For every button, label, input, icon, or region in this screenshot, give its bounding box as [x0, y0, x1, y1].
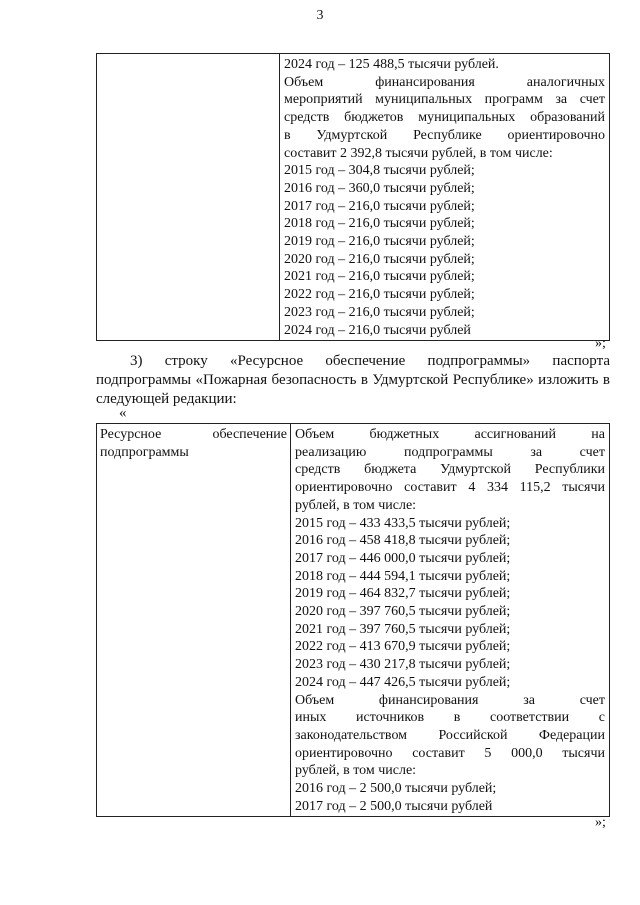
other-sources-line: Объем финансирования за счет — [295, 692, 605, 708]
table1-para-line: мероприятий муниципальных программ за счет — [284, 92, 605, 108]
year-row: 2016 год – 360,0 тысячи рублей; — [284, 180, 475, 196]
year-row: 2024 год – 447 426,5 тысячи рублей; — [295, 674, 511, 690]
year-row: 2015 год – 433 433,5 тысячи рублей; — [295, 515, 511, 531]
other-sources-line: иных источников в соответствии с — [295, 710, 605, 726]
year-row: 2017 год – 216,0 тысячи рублей; — [284, 198, 475, 214]
year-row: 2021 год – 397 760,5 тысячи рублей; — [295, 621, 511, 637]
table2-right-cell — [291, 424, 610, 817]
page-number: 3 — [316, 8, 324, 23]
paragraph-line: подпрограммы «Пожарная безопасность в Удмуртской Республике» изложить в — [96, 372, 610, 388]
table1-para-line: в Удмуртской Республике ориентировочно — [284, 127, 605, 143]
left-cell-line: Ресурсное обеспечение — [100, 427, 287, 442]
closing-quote-mark-2: »; — [595, 815, 606, 830]
year-row: 2023 год – 430 217,8 тысячи рублей; — [295, 657, 511, 673]
year-row: 2021 год – 216,0 тысячи рублей; — [284, 269, 475, 285]
budget-line: Объем бюджетных ассигнований на — [295, 427, 605, 442]
other-year-row: 2016 год – 2 500,0 тысячи рублей; — [295, 781, 497, 797]
table1-first-line: 2024 год – 125 488,5 тысячи рублей. — [284, 57, 499, 72]
table1-left-cell — [97, 54, 280, 341]
year-row: 2020 год – 216,0 тысячи рублей; — [284, 251, 475, 267]
table1-right-cell — [280, 54, 610, 341]
year-row: 2023 год – 216,0 тысячи рублей; — [284, 304, 475, 320]
year-row: 2022 год – 413 670,9 тысячи рублей; — [295, 639, 511, 655]
amendment-paragraph — [96, 352, 610, 409]
year-row: 2020 год – 397 760,5 тысячи рублей; — [295, 604, 511, 620]
year-row: 2024 год – 216,0 тысячи рублей — [284, 322, 471, 338]
table1-para-line: средств бюджетов муниципальных образований — [284, 110, 605, 126]
other-sources-line: законодательством Российской Федерации — [295, 727, 605, 743]
other-year-row: 2017 год – 2 500,0 тысячи рублей — [295, 798, 493, 814]
table1-para-line: Объем финансирования аналогичных — [284, 74, 605, 90]
year-row: 2019 год – 464 832,7 тысячи рублей; — [295, 586, 511, 602]
year-row: 2016 год – 458 418,8 тысячи рублей; — [295, 533, 511, 549]
closing-quote-mark: »; — [595, 336, 606, 351]
year-row: 2022 год – 216,0 тысячи рублей; — [284, 287, 475, 303]
resources-table-continued — [96, 53, 610, 341]
year-row: 2015 год – 304,8 тысячи рублей; — [284, 163, 475, 179]
year-row: 2017 год – 446 000,0 тысячи рублей; — [295, 550, 511, 566]
other-sources-last: рублей, в том числе: — [295, 763, 417, 779]
year-row: 2018 год – 216,0 тысячи рублей; — [284, 216, 475, 232]
opening-quote-mark: « — [119, 405, 127, 421]
budget-last: рублей, в том числе: — [295, 497, 417, 513]
table1-para-last: составит 2 392,8 тысячи рублей, в том числе: — [284, 145, 553, 161]
table2-left-cell — [97, 424, 291, 817]
paragraph-last-line: следующей редакции: — [96, 391, 237, 407]
year-row: 2019 год – 216,0 тысячи рублей; — [284, 234, 475, 250]
year-row: 2018 год – 444 594,1 тысячи рублей; — [295, 568, 511, 584]
paragraph-line: 3) строку «Ресурсное обеспечение подпрограммы» паспорта — [130, 353, 610, 369]
resources-table-new — [96, 423, 610, 817]
left-cell-last: подпрограммы — [100, 444, 189, 460]
budget-line: ориентировочно составит 4 334 115,2 тысячи — [295, 480, 605, 496]
budget-line: реализацию подпрограммы за счет — [295, 444, 605, 460]
other-sources-line: ориентировочно составит 5 000,0 тысячи — [295, 745, 605, 761]
budget-line: средств бюджета Удмуртской Республики — [295, 462, 605, 478]
